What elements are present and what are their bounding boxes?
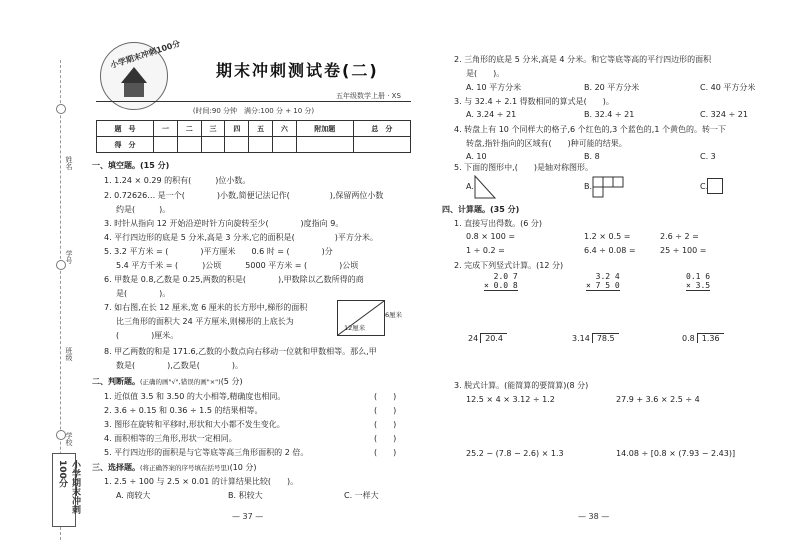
- answer-paren[interactable]: ( ): [374, 406, 397, 415]
- direct-q: 1 ÷ 0.2 =: [466, 246, 505, 255]
- fill-q7c: ( )厘米。: [116, 331, 179, 340]
- dividend: 20.4: [480, 333, 507, 343]
- score-input[interactable]: [272, 137, 296, 153]
- choice-q3-b[interactable]: B. 32.4 ÷ 21: [584, 110, 635, 119]
- logo-house-body: [124, 83, 144, 97]
- score-input[interactable]: [296, 137, 353, 153]
- judge-q2: 2. 3.6 ÷ 0.15 和 0.36 ÷ 1.5 的结果相等。: [104, 406, 263, 415]
- brand-text: 小学期末冲刺100分: [57, 460, 80, 514]
- vertical-top: 3.2 4: [595, 272, 620, 281]
- choice-q1-a[interactable]: A. 商较大: [116, 491, 151, 500]
- mixed-calc-q3: 25.2 − (7.8 − 2.6) × 1.3: [466, 449, 564, 458]
- mixed-calc-q1: 12.5 × 4 × 3.12 ÷ 1.2: [466, 395, 555, 404]
- choice-q1: 1. 2.5 ÷ 100 与 2.5 × 0.01 的计算结果比较( )。: [104, 477, 299, 486]
- choice-q5-c[interactable]: C.: [700, 182, 709, 191]
- choice-q4: 4. 转盘上有 10 个同样大的格子,6 个红色的,3 个蓝色的,1 个黄色的。转一下: [454, 125, 726, 134]
- section-1-title: 一、填空题。(15 分): [92, 161, 170, 170]
- score-table: [96, 120, 411, 153]
- class-label: 班级: [65, 347, 73, 361]
- long-division-3: [682, 333, 724, 343]
- judge-q1: 1. 近似值 3.5 和 3.50 的大小相等,精确度也相同。: [104, 392, 286, 401]
- page-number-right: — 38 —: [578, 512, 610, 521]
- long-division-2: [572, 333, 619, 343]
- fill-q5a: 5. 3.2 平方米 = ( )平方厘米 0.6 时 = ( )分: [104, 247, 333, 256]
- direct-q: 2.6 ÷ 2 =: [660, 232, 699, 241]
- section-4-title: 四、计算题。(35 分): [442, 205, 520, 214]
- score-cell: 四: [225, 121, 249, 137]
- choice-q5: 5. 下面的图形中,( )是轴对称图形。: [454, 163, 593, 172]
- score-cell: 二: [177, 121, 201, 137]
- logo-house-icon: [121, 67, 147, 83]
- fill-q2b: 约是( )。: [116, 205, 171, 214]
- score-cell: 得 分: [97, 137, 154, 153]
- section-3-header: [92, 462, 257, 473]
- fill-q5b: 5.4 平方千米 = ( )公顷 5000 平方米 = ( )公顷: [116, 261, 359, 270]
- score-cell: 一: [154, 121, 178, 137]
- vertical-bottom: × 3.5: [686, 281, 711, 290]
- section-3-note: (将正确答案的序号填在括号里): [140, 464, 230, 472]
- score-value-row: [97, 137, 411, 153]
- choice-q3: 3. 与 32.4 ÷ 2.1 得数相同的算式是( )。: [454, 97, 614, 106]
- right-triangle-figure: [474, 175, 496, 199]
- binding-hole: [56, 104, 66, 114]
- choice-q2-c[interactable]: C. 40 平方分米: [700, 83, 756, 92]
- score-input[interactable]: [201, 137, 225, 153]
- vertical-calc-3: [686, 272, 710, 291]
- choice-q4-c[interactable]: C. 3: [700, 152, 716, 161]
- score-input[interactable]: [154, 137, 178, 153]
- fill-q8b: 数是( ),乙数是( )。: [116, 361, 244, 370]
- fill-q4: 4. 平行四边形的底是 5 分米,高是 3 分米,它的面积是( )平方分米。: [104, 233, 378, 242]
- answer-paren[interactable]: ( ): [374, 434, 397, 443]
- fill-q3: 3. 时针从指向 12 开始沿逆时针方向旋转至少( )度指向 9。: [104, 219, 344, 228]
- answer-paren[interactable]: ( ): [374, 420, 397, 429]
- figure-width-label: 6厘米: [385, 311, 403, 319]
- choice-q4-b[interactable]: B. 8: [584, 152, 600, 161]
- score-cell: 附加题: [296, 121, 353, 137]
- answer-paren[interactable]: ( ): [374, 392, 397, 401]
- direct-q: 1.2 × 0.5 =: [584, 232, 631, 241]
- score-input[interactable]: [353, 137, 410, 153]
- mixed-calc-title: 3. 脱式计算。(能简算的要简算)(8 分): [454, 381, 589, 390]
- logo-text: 小学期末冲刺100分: [109, 38, 182, 71]
- divisor: 3.14: [572, 334, 590, 343]
- divider: [96, 101, 411, 102]
- dividend: 78.5: [592, 333, 619, 343]
- choice-q3-a[interactable]: A. 3.24 ÷ 21: [466, 110, 517, 119]
- direct-q: 6.4 ÷ 0.08 =: [584, 246, 636, 255]
- choice-q3-c[interactable]: C. 324 ÷ 21: [700, 110, 748, 119]
- exam-meta: (时间:90 分钟 满分:100 分 + 10 分): [192, 107, 315, 115]
- fill-q7b: 比三角形的面积大 24 平方厘米,则梯形的上底长为: [116, 317, 294, 326]
- long-division-1: [468, 333, 507, 343]
- name-label: 姓名: [65, 156, 73, 170]
- vertical-bottom: × 0.0 8: [484, 281, 518, 290]
- vertical-bottom: × 7 5 0: [586, 281, 620, 290]
- score-input[interactable]: [225, 137, 249, 153]
- vertical-top: 2.0 7: [493, 272, 518, 281]
- vertical-calc-2: [586, 272, 620, 291]
- dividend: 1.36: [697, 333, 724, 343]
- judge-q5: 5. 平行四边形的面积是与它等底等高三角形面积的 2 倍。: [104, 448, 309, 457]
- square-figure: [707, 178, 723, 194]
- choice-q5-a[interactable]: A.: [466, 182, 474, 191]
- section-2-note: (正确的画"√",错误的画"×"): [140, 378, 221, 386]
- fill-q8: 8. 甲乙两数的和是 171.6,乙数的小数点向右移动一位就和甲数相等。那么,甲: [104, 347, 377, 356]
- grade-label: 五年级数学上册 · XS: [336, 92, 401, 100]
- score-cell: 题 号: [97, 121, 154, 137]
- section-2-score: (5 分): [220, 377, 243, 386]
- page-title: 期末冲刺测试卷(二): [216, 61, 379, 80]
- divisor: 0.8: [682, 334, 695, 343]
- score-input[interactable]: [249, 137, 273, 153]
- school-label: 学校: [65, 432, 73, 446]
- fill-q6b: 是( )。: [116, 289, 171, 298]
- fill-q6: 6. 甲数是 0.8,乙数是 0.25,两数的积是( ),甲数除以乙数所得的商: [104, 275, 364, 284]
- choice-q5-b[interactable]: B.: [584, 182, 593, 191]
- score-cell: 三: [201, 121, 225, 137]
- divisor: 24: [468, 334, 479, 343]
- answer-paren[interactable]: ( ): [374, 448, 397, 457]
- score-cell: 六: [272, 121, 296, 137]
- vertical-title: 2. 完成下列竖式计算。(12 分): [454, 261, 564, 270]
- score-cell: 五: [249, 121, 273, 137]
- student-id-label: 学号: [65, 250, 73, 264]
- fill-q2: 2. 0.72626… 是一个( )小数,简便记法记作( ),保留两位小数: [104, 191, 384, 200]
- choice-q2b: 是( )。: [466, 69, 505, 78]
- figure-length-label: 12厘米: [344, 324, 366, 332]
- score-input[interactable]: [177, 137, 201, 153]
- fill-q1: 1. 1.24 × 0.29 的积有( )位小数。: [104, 176, 251, 185]
- vertical-calc-1: [484, 272, 518, 291]
- choice-q4-a[interactable]: A. 10: [466, 152, 487, 161]
- choice-q1-b[interactable]: B. 积较大: [228, 491, 263, 500]
- judge-q4: 4. 面积相等的三角形,形状一定相同。: [104, 434, 237, 443]
- choice-q4b: 转盘,指针指向的区域有( )种可能的结果。: [466, 139, 627, 148]
- fill-q7: 7. 如右图,在长 12 厘米,宽 6 厘米的长方形中,梯形的面积: [104, 303, 308, 312]
- section-2-title: 二、判断题。: [92, 377, 140, 386]
- cross-shape-figure: [592, 176, 624, 198]
- mixed-calc-q4: 14.08 ÷ [0.8 × (7.93 − 2.43)]: [616, 449, 736, 458]
- choice-q2-a[interactable]: A. 10 平方分米: [466, 83, 522, 92]
- section-2-header: [92, 376, 243, 387]
- brand-strip: [52, 453, 80, 527]
- choice-q2: 2. 三角形的底是 5 分米,高是 4 分米。和它等底等高的平行四边形的面积: [454, 55, 712, 64]
- score-header-row: [97, 121, 411, 137]
- logo: [100, 38, 182, 110]
- choice-q2-b[interactable]: B. 20 平方分米: [584, 83, 640, 92]
- judge-q3: 3. 图形在旋转和平移时,形状和大小都不发生变化。: [104, 420, 285, 429]
- page-number-left: — 37 —: [232, 512, 264, 521]
- choice-q1-c[interactable]: C. 一样大: [344, 491, 379, 500]
- vertical-top: 0.1 6: [686, 272, 711, 281]
- section-3-title: 三、选择题。: [92, 463, 140, 472]
- score-cell: 总 分: [353, 121, 410, 137]
- direct-title: 1. 直接写出得数。(6 分): [454, 219, 543, 228]
- direct-q: 0.8 × 100 =: [466, 232, 516, 241]
- direct-q: 25 ÷ 100 =: [660, 246, 707, 255]
- mixed-calc-q2: 27.9 + 3.6 × 2.5 ÷ 4: [616, 395, 700, 404]
- section-3-score: (10 分): [229, 463, 257, 472]
